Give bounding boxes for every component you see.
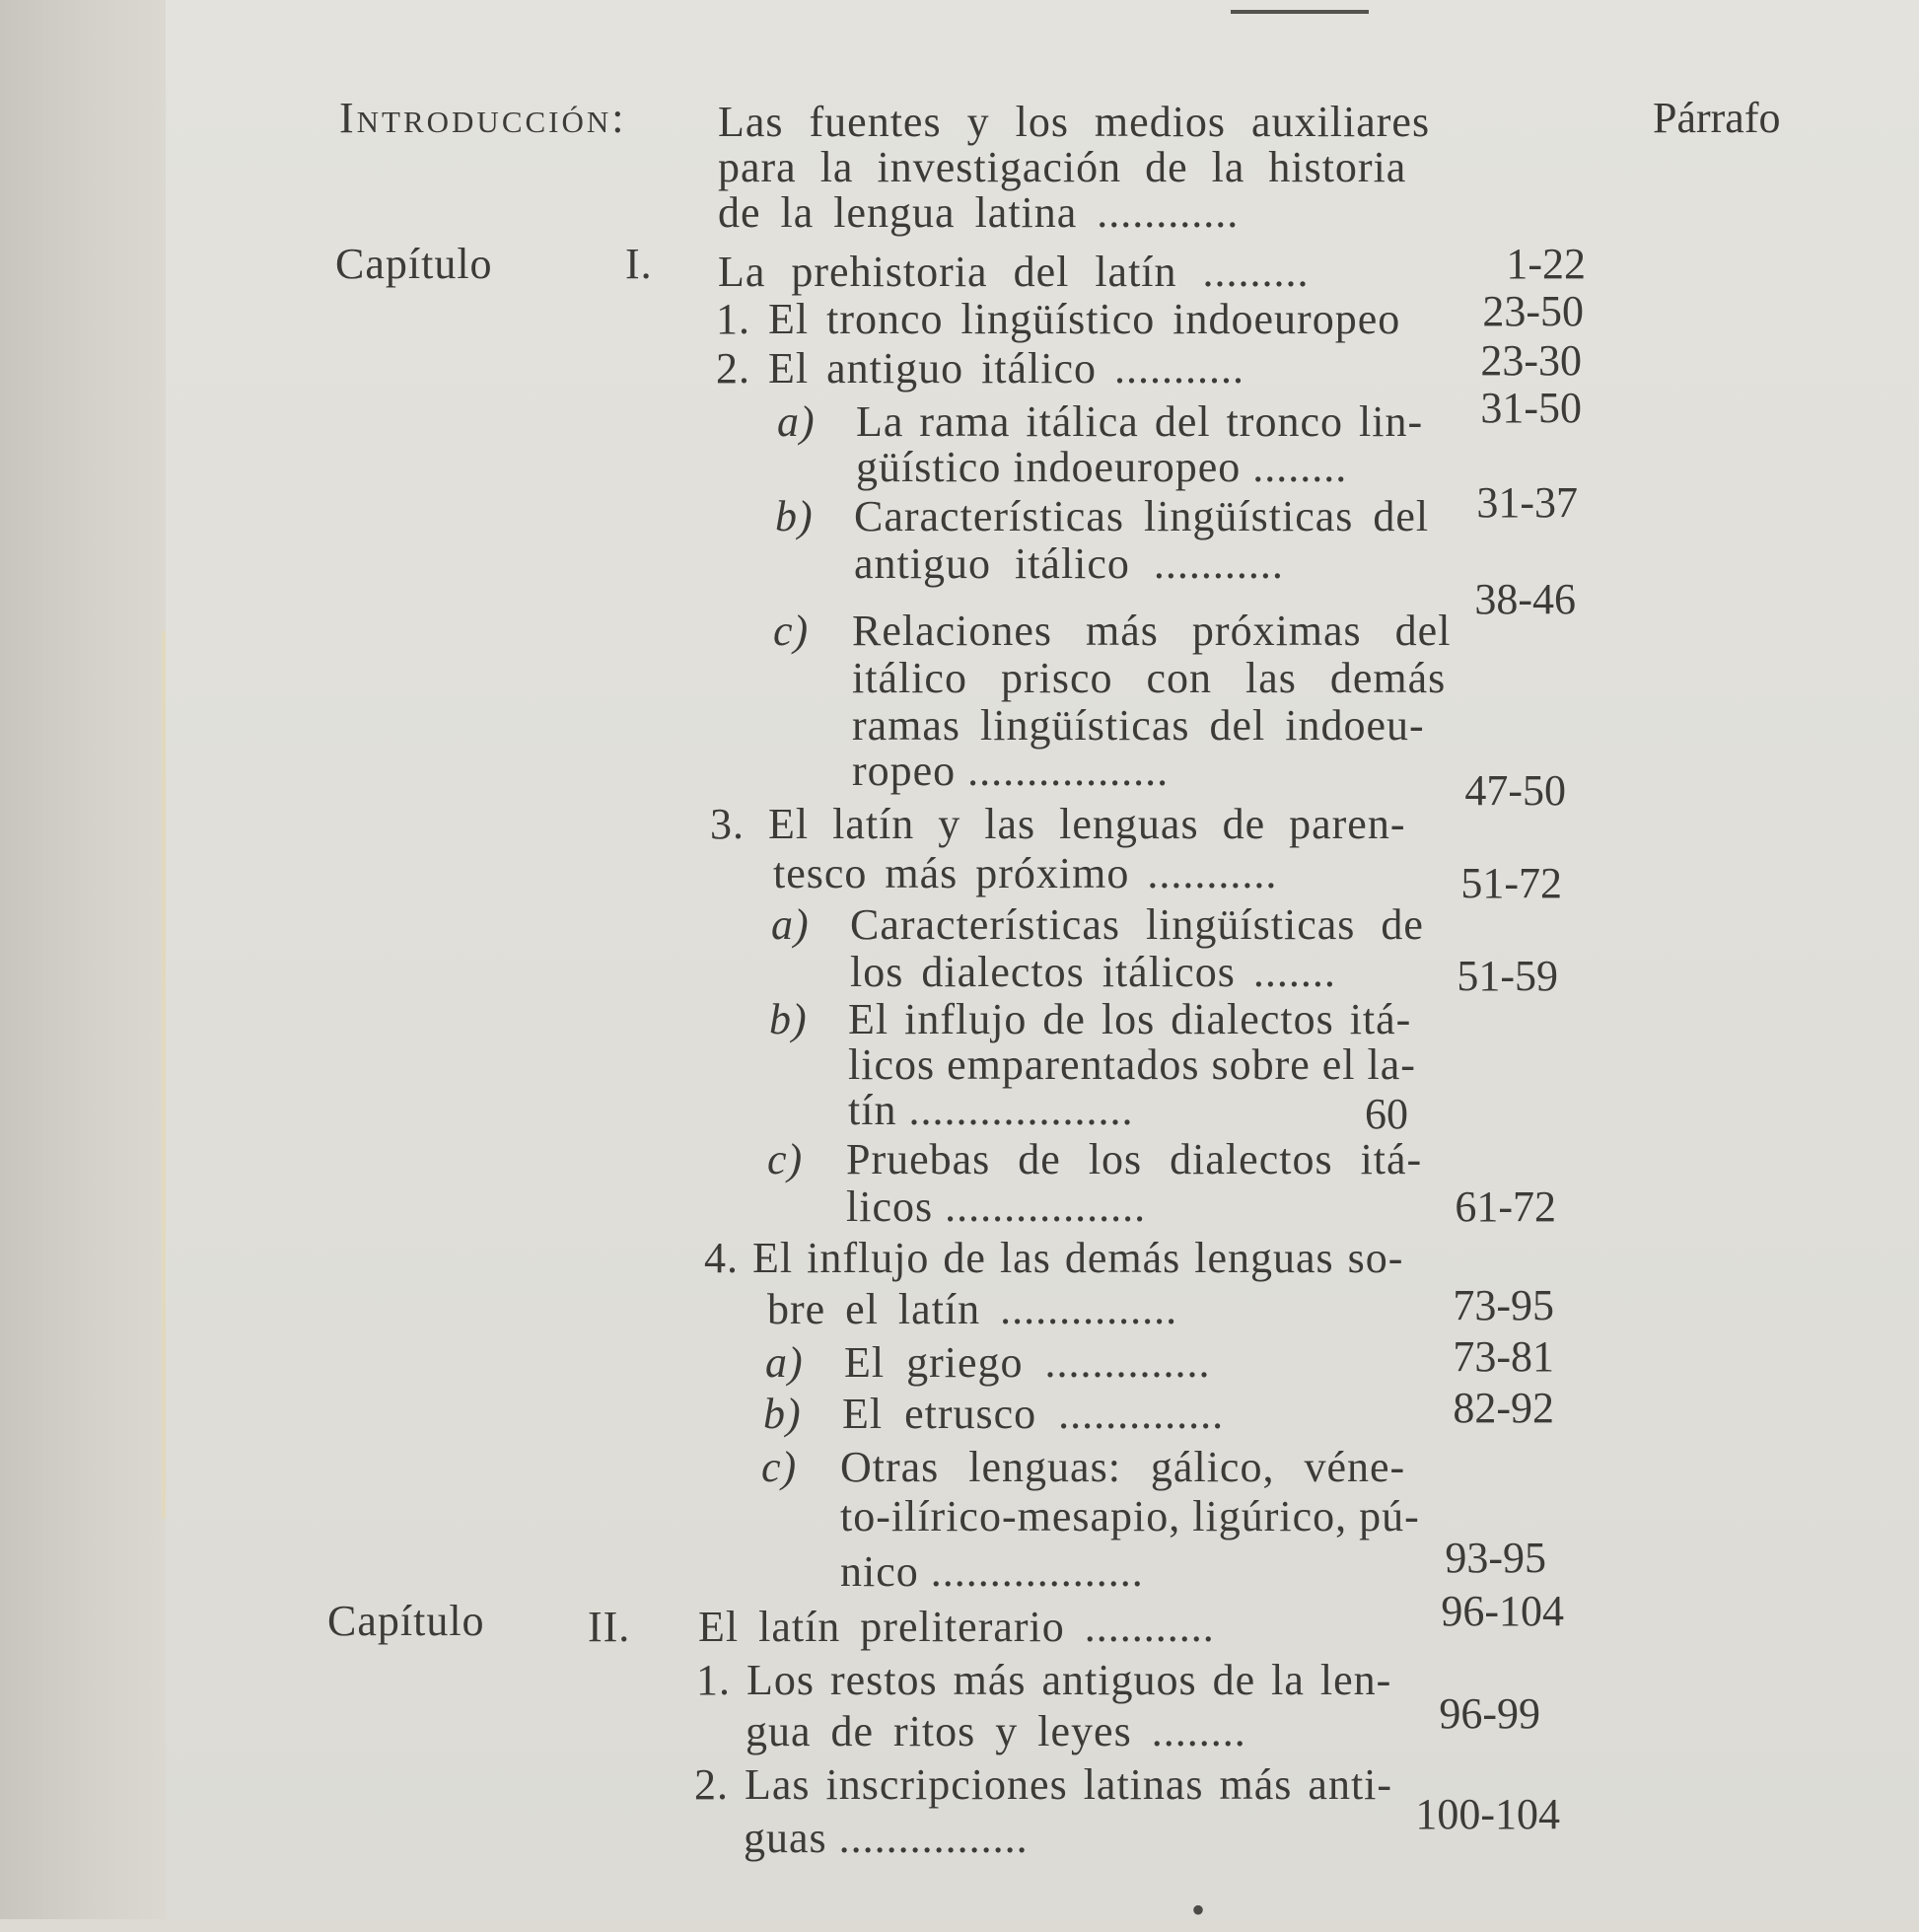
section-1-2-pages: 31-50: [1480, 384, 1582, 432]
section-2-1-pages: 96-99: [1439, 1689, 1540, 1738]
section-1-2b-pages: 38-46: [1474, 575, 1576, 623]
section-1-2c-pages: 47-50: [1464, 766, 1566, 815]
chapter-2-number: II.: [588, 1603, 631, 1651]
section-1-4b-line-1: El etrusco ..............: [842, 1390, 1225, 1438]
section-1-1-line-1: 1. El tronco lingüístico indoeuropeo: [716, 295, 1401, 343]
section-2-2-line-1: 2. Las inscripciones latinas más anti-: [694, 1760, 1393, 1809]
section-1-3-pages: 51-72: [1460, 859, 1562, 907]
section-2-2-line-2: guas ................: [744, 1814, 1029, 1862]
book-gutter: [0, 0, 166, 1919]
book-page: [166, 0, 1919, 1932]
chapter-1-pages: 23-50: [1482, 287, 1584, 335]
section-1-3c-letter: c): [767, 1135, 804, 1183]
section-1-4-line-2: bre el latín ...............: [767, 1285, 1178, 1333]
section-1-3a-letter: a): [771, 900, 810, 949]
top-ornament: [1231, 0, 1369, 14]
section-1-4b-letter: b): [763, 1390, 802, 1438]
section-1-3c-line-2: licos .................: [846, 1182, 1147, 1231]
section-1-3b-pages: 60: [1365, 1090, 1408, 1138]
chapter-1-title: La prehistoria del latín .........: [718, 248, 1310, 296]
section-1-3b-letter: b): [769, 995, 808, 1043]
section-1-2c-letter: c): [773, 607, 810, 655]
section-1-3-line-1: 3. El latín y las lenguas de paren-: [710, 800, 1406, 848]
intro-label: Introducción:: [339, 94, 627, 142]
section-1-3a-pages: 51-59: [1457, 952, 1558, 1000]
section-1-3-line-2: tesco más próximo ...........: [773, 849, 1278, 897]
section-2-1-line-2: gua de ritos y leyes ........: [746, 1707, 1246, 1755]
section-1-3c-line-1: Pruebas de los dialectos itá-: [846, 1135, 1423, 1183]
section-1-4c-letter: c): [761, 1443, 798, 1491]
section-2-1-line-1: 1. Los restos más antiguos de la len-: [696, 1656, 1392, 1704]
chapter-2-title: El latín preliterario ...........: [698, 1603, 1215, 1651]
section-1-2a-line-2: güístico indoeuropeo ........: [856, 443, 1348, 491]
section-1-2b-line-2: antiguo itálico ...........: [854, 539, 1284, 588]
section-1-3c-pages: 61-72: [1455, 1182, 1556, 1231]
section-1-4c-line-3: nico ..................: [840, 1547, 1144, 1596]
section-1-3b-line-3: tín ...................: [848, 1086, 1134, 1134]
section-1-4a-line-1: El griego ..............: [844, 1338, 1211, 1387]
section-1-1-pages: 23-30: [1480, 336, 1582, 385]
section-1-2b-letter: b): [775, 492, 814, 540]
section-1-3a-line-1: Características lingüísticas de: [850, 900, 1424, 949]
section-1-2c-line-1: Relaciones más próximas del: [852, 607, 1452, 655]
section-1-2c-line-3: ramas lingüísticas del indoeu-: [852, 701, 1425, 750]
section-1-3a-line-2: los dialectos itálicos .......: [850, 948, 1336, 996]
intro-line-2: para la investigación de la historia: [718, 143, 1407, 191]
section-1-4a-letter: a): [765, 1338, 804, 1387]
section-1-2a-line-1: La rama itálica del tronco lin-: [856, 397, 1424, 446]
intro-line-1: Las fuentes y los medios auxiliares: [718, 98, 1431, 146]
chapter-1-label: Capítulo: [335, 240, 493, 288]
section-1-2b-line-1: Características lingüísticas del: [854, 492, 1430, 540]
chapter-2-label: Capítulo: [327, 1597, 485, 1645]
section-2-2-pages: 100-104: [1415, 1790, 1560, 1838]
chapter-2-pages: 96-104: [1441, 1587, 1564, 1635]
section-1-4-pages: 73-95: [1453, 1281, 1554, 1329]
column-header: Párrafo: [1653, 94, 1781, 142]
chapter-1-number: I.: [625, 240, 653, 288]
intro-pages: 1-22: [1506, 240, 1586, 288]
section-1-3b-line-2: licos emparentados sobre el la-: [848, 1040, 1416, 1089]
section-1-4b-pages: 82-92: [1453, 1384, 1554, 1432]
section-1-2c-line-4: ropeo .................: [852, 747, 1170, 795]
section-1-4c-pages: 93-95: [1445, 1534, 1546, 1582]
section-1-4c-line-1: Otras lenguas: gálico, véne-: [840, 1443, 1406, 1491]
section-1-2a-pages: 31-37: [1476, 478, 1578, 527]
intro-line-3: de la lengua latina ............: [718, 188, 1240, 237]
section-1-4c-line-2: to-ilírico-mesapio, ligúrico, pú-: [840, 1492, 1420, 1540]
section-1-3b-line-1: El influjo de los dialectos itá-: [848, 995, 1412, 1043]
section-1-2c-line-2: itálico prisco con las demás: [852, 654, 1447, 702]
bottom-ornament: •: [1191, 1888, 1206, 1932]
section-1-2-line-1: 2. El antiguo itálico ...........: [716, 344, 1245, 393]
section-1-4a-pages: 73-81: [1453, 1332, 1554, 1381]
section-1-2a-letter: a): [777, 397, 816, 446]
section-1-4-line-1: 4. El influjo de las demás lenguas so-: [704, 1234, 1404, 1282]
